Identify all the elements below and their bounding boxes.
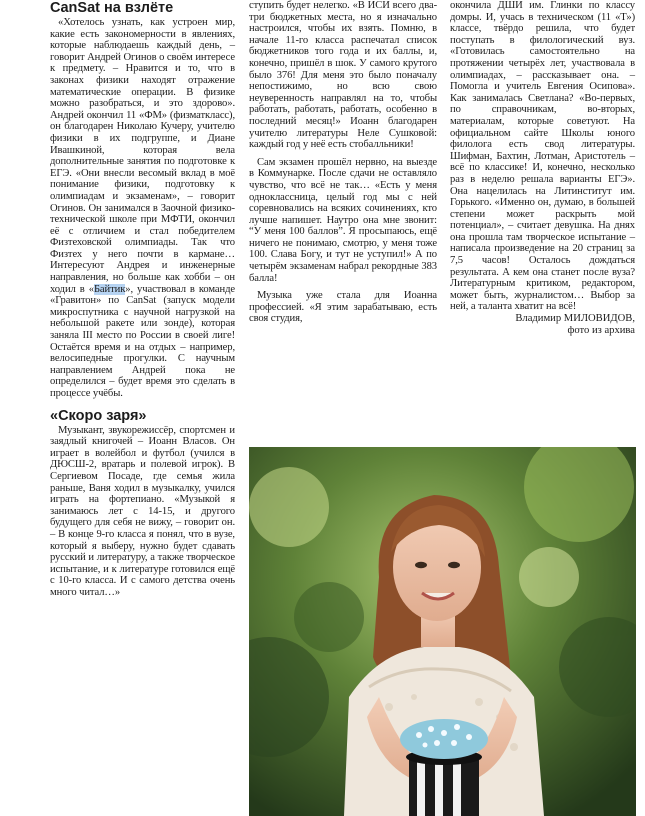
portrait-photo [249, 447, 636, 816]
cansat-text-part-1: «Хотелось узнать, как устроен мир, какие есть закономерности в явлениях, которые наблюдаешь каждый день, – говорит Андрей Огинов о своём интересе к предмету. – Нравится и то, что в законах физики находят отражение математические операции. В физике можно разобраться, и это здорово». Андрей окончил 11 «ФМ» (физматкласс), он благодарен Николаю Кучеру, учителю физики в их подгруппе, и Диане Ивашкиной, которая вела дополнительные занятия по подготовке к ЕГЭ. «Они внесли весомый вклад в моё понимание физики, подготовку к олимпиадам и экзаменам», – говорит Огинов. Он занимался в Заочной физико-технической школе при МФТИ, окончил её с отличием и стал победителем Физтеховской олимпиады. Так что Физтех у него почти в кармане… Интересуют Андрея и инженерные направления, но больше как хобби – он ходил в « [50, 17, 235, 295]
article-title-cansat: CanSat на взлёте [50, 0, 174, 16]
highlighted-word[interactable]: Байтик [93, 283, 126, 295]
photo-credit: фото из архива [567, 324, 635, 336]
column-2-paragraph-1: ступить будет нелегко. «В ИСИ всего два-три бюджетных места, но я изначально настроился, чтобы их взять. Помню, в начале 11-го класса распечатал список бюджетников того года и их баллы, и, конечно, пришёл в шок. У самого крутого было 376! Для меня это было поначалу непостижимо, но всю свою неуверенность направлял на то, чтобы работать, работать, работать, особенно в последний месяц!» Иоанн благодарен учителю литературы Неле Сушковой: каждый год у неё есть стобалльники! [249, 0, 437, 151]
article-cansat-paragraph [50, 17, 235, 400]
column-3 [450, 0, 635, 336]
article-title-zarya: «Скоро заря» [50, 407, 147, 424]
portrait-illustration [249, 447, 636, 816]
hatbox-bouquet [400, 719, 488, 816]
column-3-paragraph: окончила ДШИ им. Глинки по классу домры. И, учась в техническом (11 «Т») классе, твёрдо решила, что будет поступать в филологический вуз. «Готовилась самостоятельно на протяжении четырёх лет, участвовала в олимпиадах, – рассказывает она. – Помогла и учитель Евгения Осипова». Как занималась Светлана? «Во-первых, по справочникам, во-вторых, материалам, которые советуют. На официальном сайте Школы юного филолога есть свод литературы. Шифман, Бахтин, Лотман, Аристотель – всё по классике! И, конечно, несколько раз в неделю решала варианты ЕГЭ». Она нацелилась на Литинститут им. Горького. «Именно он, думаю, в большей степени может раскрыть мой потенциал», – считает девушка. На днях она прошла там творческое испытание – написала произведение на 20 страниц за 7,5 часов! Осталось дождаться результата. А кем она станет после вуза? Литературным критиком, редактором, может быть, журналистом… Выбор за ней, а таланта хватит на всё! [450, 0, 635, 313]
column-2-paragraph-2: Сам экзамен прошёл нервно, на выезде в Коммунарке. После сдачи не оставляло чувство, что всё не так… «Есть у меня одноклассница, целый год мы с ней соревновались на всяких сочинениях, кто лучше напишет. Наутро она мне звонит: “У меня 100 баллов”. Я просыпаюсь, ещё ничего не понимаю, смотрю, у меня тоже 100. Слава Богу, и тут не уступил!» А по четырём экзаменам набрал рекордные 383 балла! [249, 156, 437, 284]
column-2 [249, 0, 437, 325]
author-byline: Владимир МИЛОВИДОВ, [515, 313, 635, 325]
column-2-paragraph-3: Музыка уже стала для Иоанна профессией. «Я этим зарабатываю, есть своя студия, [249, 290, 437, 325]
cansat-text-part-2: », участвовал в команде «Гравитон» по CanSat (запуск модели микроспутника с научной нагрузкой на небольшой ракете или зонде), которая заняла III место по России в своей лиге! Остаётся время и на отдых – например, велосипедные прогулки. С научным направлением Андрей пока не определился – будет время это сделать в процессе учёбы. [50, 283, 235, 399]
column-1 [50, 0, 235, 599]
article-zarya-paragraph: Музыкант, звукорежиссёр, спортсмен и заядлый книгочей – Иоанн Власов. Он играет в волейбол и футбол (учился в ДЮСШ-2, вратарь и полевой игрок). В Сергиевом Посаде, где семья жила раньше, Ваня ходил в музыкалку, учился играть на фортепиано. «Музыкой я занимаюсь лет с 14-15, и другого будущего для себя не вижу, – говорит он. – В конце 9-го класса я понял, что в вузе, который я выберу, нужно будет сдавать русский и литературу, а также творческое испытание, и к литературе готовился ещё с 10-го класса. И с самого детства очень много читал…» [50, 424, 235, 598]
